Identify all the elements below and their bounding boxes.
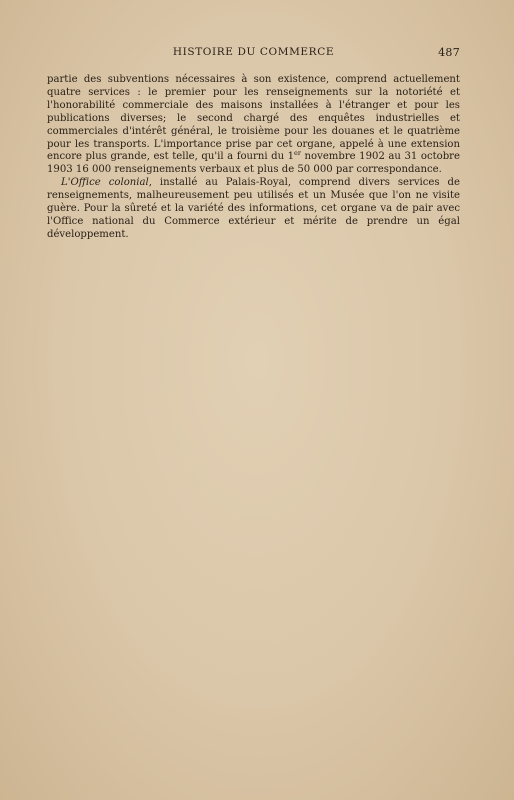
paragraph-1 xyxy=(47,74,460,177)
paragraph-1-text-a: partie des subventions nécessaires à son existence, comprend actuellement quatre services : le premier pour les renseignements sur la notoriété et l'honorabilité commerciale des maisons installées à l'étranger et pour les publications diverses; le second chargé des enquêtes industrielles et commerciales d'intérêt général, le troisième pour les douanes et le quatrième pour les transports. L'importance prise par cet organe, appelé à une extension encore plus grande, est telle, qu'il a fourni du 1 xyxy=(47,74,460,163)
paragraph-2-italic-lead: L'Office colonial xyxy=(61,177,149,189)
paragraph-1-text-b: novembre 1902 au 31 octobre 1903 16 000 renseignements verbaux et plus de 50 000 par correspondance. xyxy=(47,151,460,176)
page-header xyxy=(47,46,460,60)
paragraph-2 xyxy=(47,177,460,242)
page-number: 487 xyxy=(438,46,460,59)
body-text xyxy=(47,74,460,242)
ordinal-superscript: er xyxy=(294,149,302,158)
paragraph-2-text: , installé au Palais-Royal, comprend divers services de renseignements, malheureusement peu utilisés et un Musée que l'on ne visite guère. Pour la sûreté et la variété des informations, cet organe va de pair avec l'Office national du Commerce extérieur et mérite de prendre un égal développement. xyxy=(47,177,460,240)
running-title: HISTOIRE DU COMMERCE xyxy=(172,46,335,58)
